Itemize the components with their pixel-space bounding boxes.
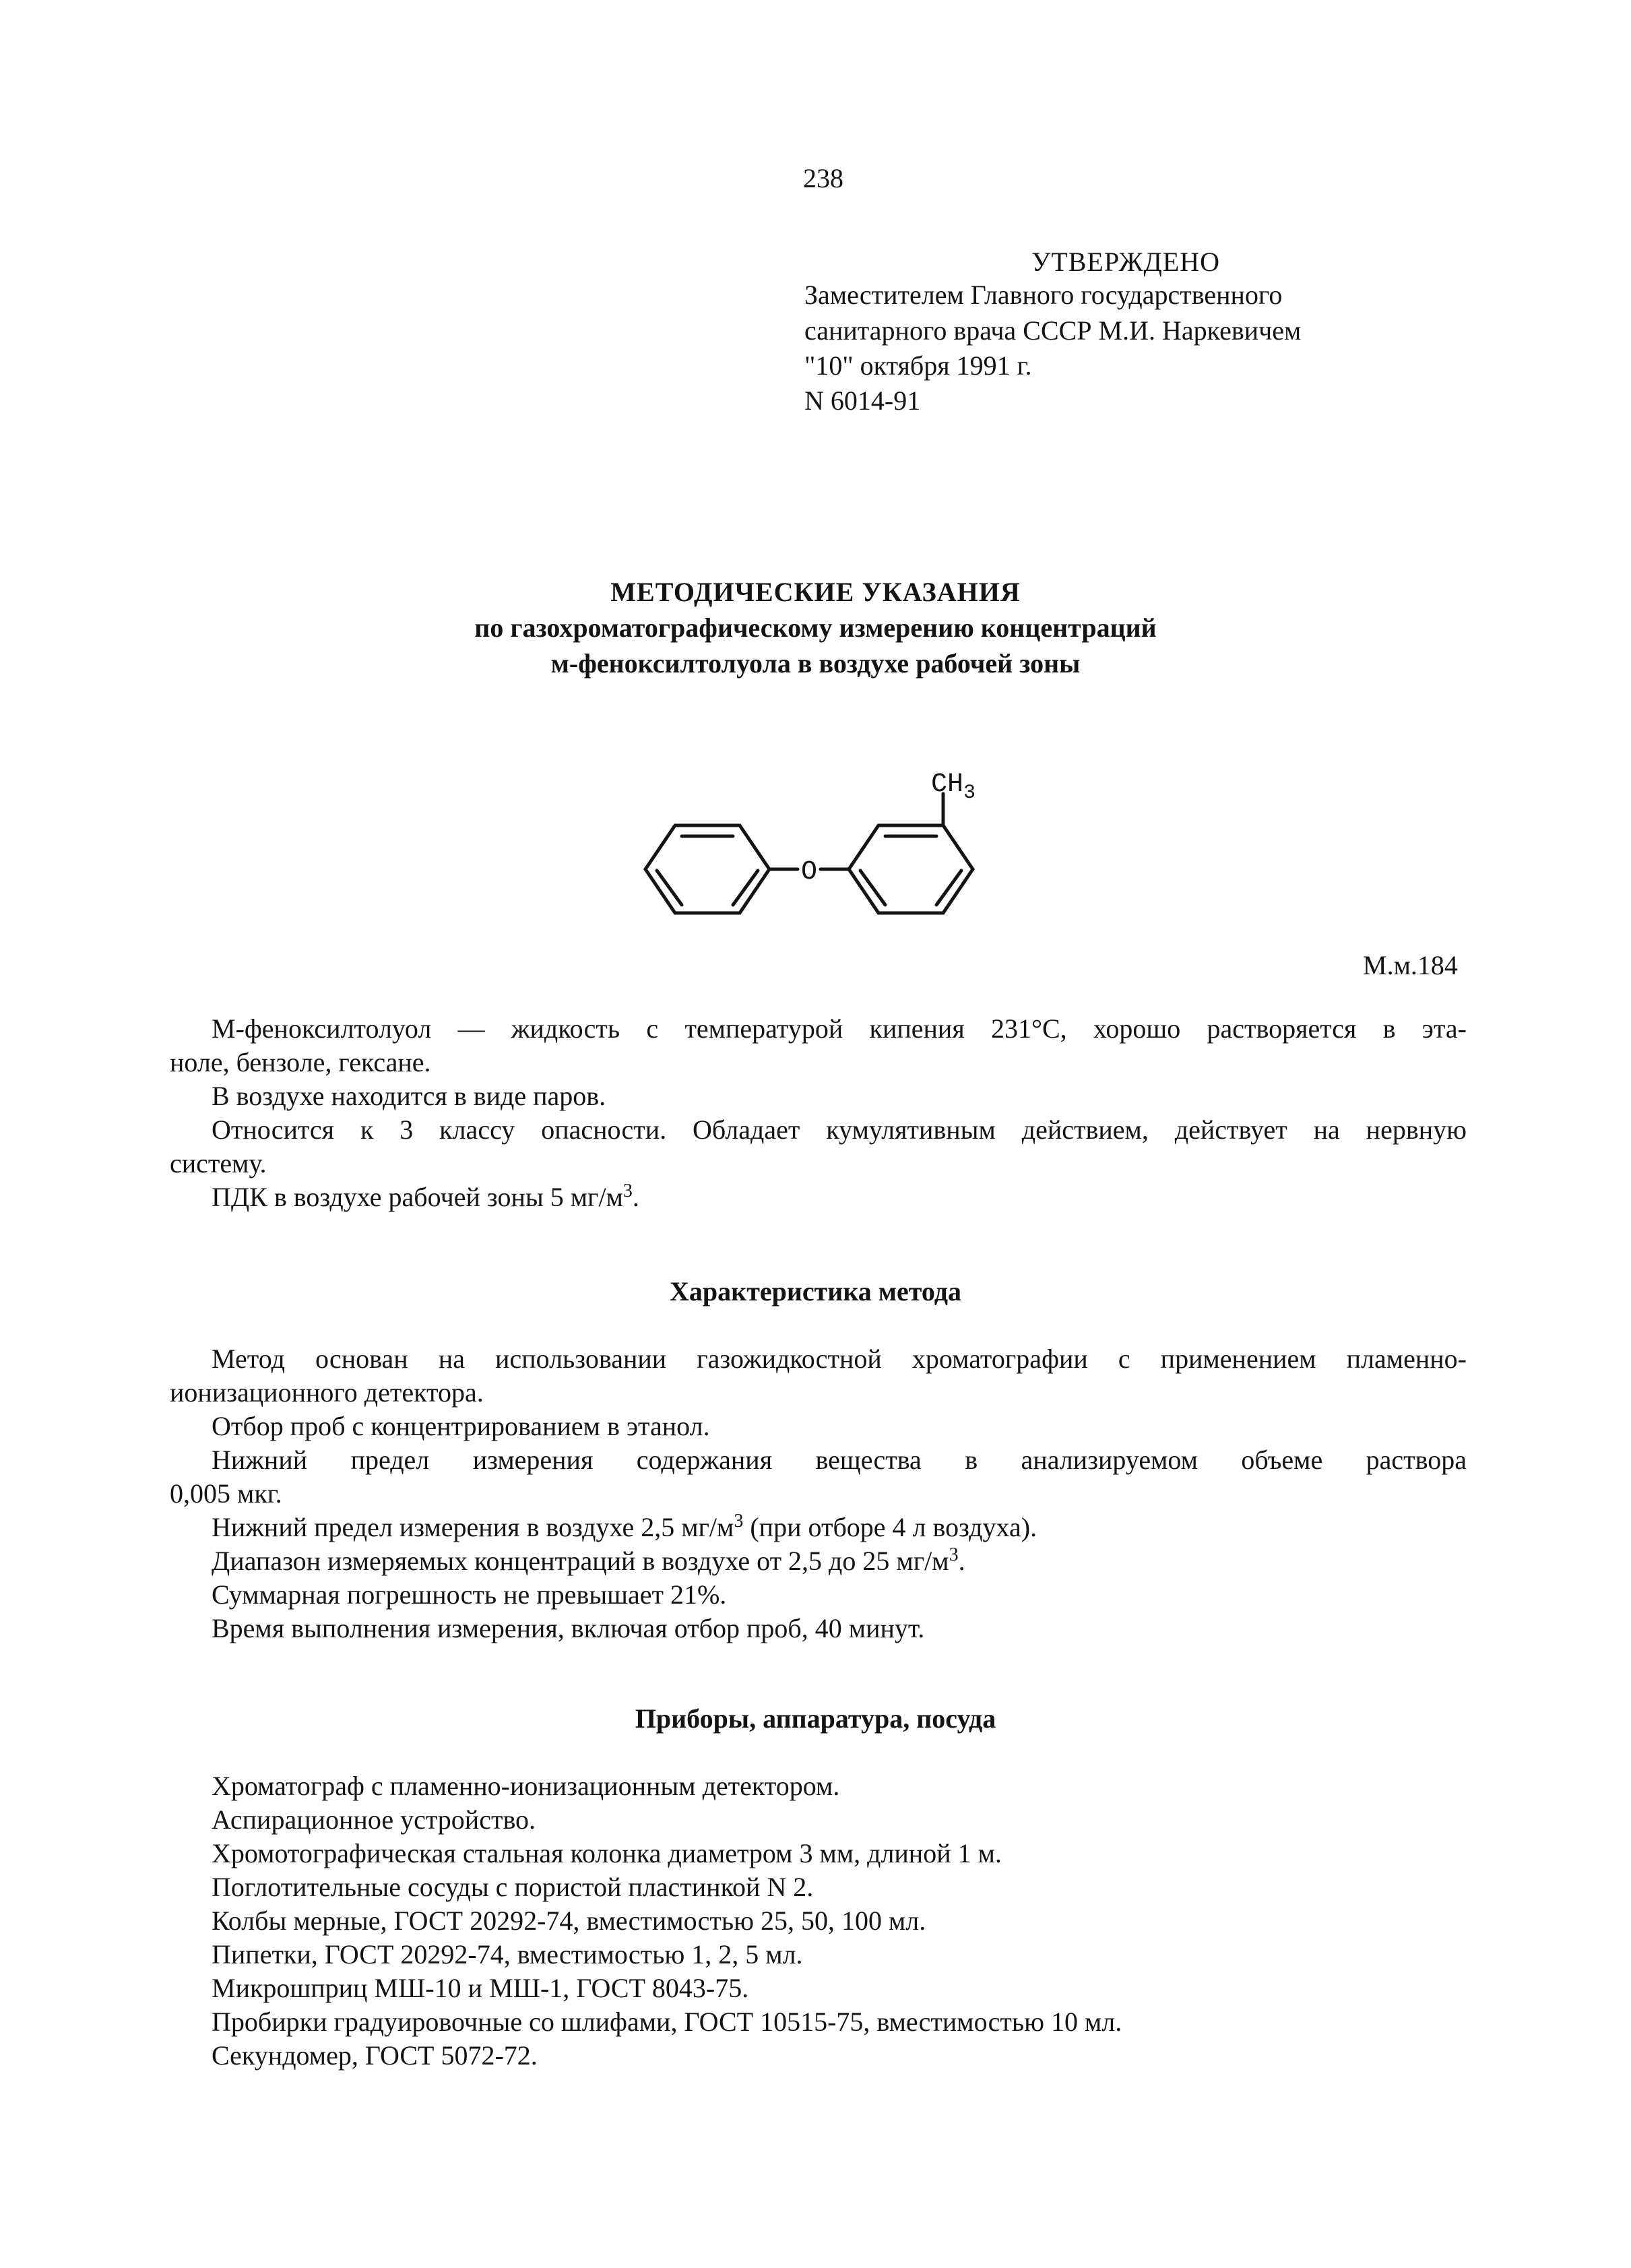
equipment-list xyxy=(212,1769,1122,2073)
method-range: Диапазон измеряемых концентраций в воздухе от 2,5 до 25 $мг/м^3$. xyxy=(212,1544,965,1576)
left-benzene-ring xyxy=(645,825,769,913)
method-line-1: Метод основан на использовании газожидкостной хроматографии с применением пламенно- xyxy=(212,1344,1467,1374)
method-lower-limit-line-2: 0,005 мкг. xyxy=(170,1478,282,1509)
approval-date: "10" октября 1991 г. xyxy=(804,350,1032,381)
method-lower-limit-line-1: Нижний предел измерения содержания вещества в анализируемом объеме раствора xyxy=(212,1445,1467,1475)
description-vapor: В воздухе находится в виде паров. xyxy=(212,1081,606,1111)
structural-formula xyxy=(633,761,984,957)
methyl-label: $CH_3$ xyxy=(931,769,976,805)
list-item: Поглотительные сосуды с пористой пластинкой N 2. xyxy=(212,1872,814,1902)
method-duration: Время выполнения измерения, включая отбор проб, 40 минут. xyxy=(212,1613,925,1643)
list-item: Колбы мерные, ГОСТ 20292-74, вместимостью 25, 50, 100 мл. xyxy=(212,1905,926,1936)
list-item: Микрошприц МШ-10 и МШ-1, ГОСТ 8043-75. xyxy=(212,1973,749,2003)
approval-title: УТВЕРЖДЕНО xyxy=(1031,247,1221,277)
list-item: Хромотографическая стальная колонка диаметром 3 мм, длиной 1 м. xyxy=(212,1838,1002,1868)
list-item: Хроматограф с пламенно-ионизационным детектором. xyxy=(212,1771,840,1801)
description-line-1: М-феноксилтолуол — жидкость с температурой кипения 231°С, хорошо растворяется в эта- xyxy=(212,1013,1467,1044)
approval-line-1: Заместителем Главного государственного xyxy=(804,280,1283,310)
document-subtitle-2: м-феноксилтолуола в воздухе рабочей зоны xyxy=(550,648,1081,679)
method-air-limit: Нижний предел измерения в воздухе 2,5 $мг/м^3$ (при отборе 4 л воздуха). xyxy=(212,1511,1037,1542)
section-equipment-heading: Приборы, аппаратура, посуда xyxy=(635,1703,996,1734)
list-item: Пробирки градуировочные со шлифами, ГОСТ 10515-75, вместимостью 10 мл. xyxy=(212,2007,1122,2037)
description-block xyxy=(170,1012,1467,1214)
approval-line-2: санитарного врача СССР М.И. Наркевичем xyxy=(804,315,1302,346)
oxygen-label: O xyxy=(800,857,818,887)
approval-number: N 6014-91 xyxy=(804,385,921,416)
section-method-heading: Характеристика метода xyxy=(670,1276,961,1306)
molecular-mass: М.м.184 xyxy=(1363,950,1458,980)
list-item: Пипетки, ГОСТ 20292-74, вместимостью 1, 2, 5 мл. xyxy=(212,1939,803,1970)
right-benzene-ring xyxy=(849,825,973,913)
list-item: Аспирационное устройство. xyxy=(212,1804,536,1835)
description-hazard-line-1: Относится к 3 классу опасности. Обладает кумулятивным действием, действует на нервную xyxy=(212,1114,1467,1145)
method-line-2: ионизационного детектора. xyxy=(170,1377,484,1408)
document-subtitle-1: по газохроматографическому измерению концентраций xyxy=(474,612,1157,643)
page-number: 238 xyxy=(803,163,843,193)
description-mac: ПДК в воздухе рабочей зоны 5 $мг/м^3$. xyxy=(212,1180,639,1212)
method-sampling: Отбор проб с концентрированием в этанол. xyxy=(212,1411,710,1441)
description-line-2: ноле, бензоле, гексане. xyxy=(170,1047,431,1077)
method-error: Суммарная погрешность не превышает 21%. xyxy=(212,1579,727,1610)
list-item: Секундомер, ГОСТ 5072-72. xyxy=(212,2040,538,2071)
description-hazard-line-2: систему. xyxy=(170,1148,267,1178)
document-title: МЕТОДИЧЕСКИЕ УКАЗАНИЯ xyxy=(610,577,1021,607)
method-block xyxy=(170,1342,1467,1645)
